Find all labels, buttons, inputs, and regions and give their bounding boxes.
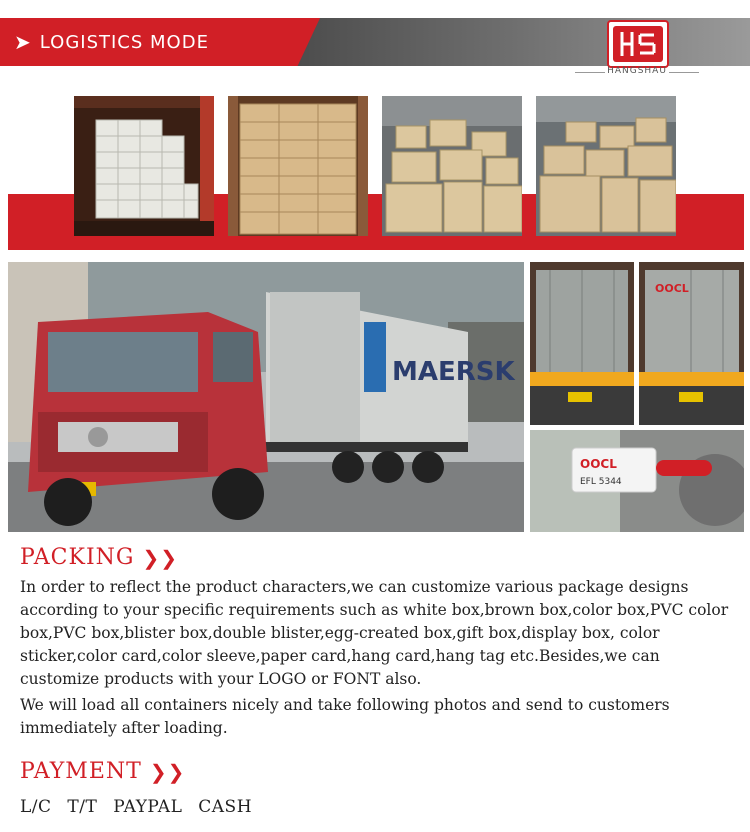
oocl-seal-text: OOCL (580, 457, 617, 471)
banner-title (14, 18, 209, 66)
packing-paragraph-2: We will load all containers nicely and take following photos and send to customers immediately after loading. (20, 696, 670, 737)
container-door-photo-2 (639, 262, 744, 425)
truck-container-photo (8, 262, 524, 532)
payment-heading-text: PAYMENT (20, 759, 142, 784)
payment-heading (20, 759, 185, 784)
chevron-right-icon: ➤ (14, 30, 32, 54)
brand-logo (607, 20, 669, 68)
seal-code-text: EFL 5344 (580, 477, 622, 487)
packing-paragraph-1: In order to reflect the product characters,we can customize various package designs according to your specific requirements such as white box,brown box,color box,PVC color box,PVC box,blister box,double blister,egg-created box,gift box,display box, color sticker,color card,color sleeve,paper card,hang card,hang tag etc.Besides,we can customize products with your LOGO or FONT also. (20, 578, 729, 688)
maersk-text: MAERSK (392, 357, 515, 387)
double-chevron-right-icon: ❯❯ (142, 545, 178, 570)
brand-logo-mark-icon (613, 26, 663, 62)
banner-gray-stripe (280, 18, 750, 66)
packing-heading (20, 545, 178, 570)
container-seal-photo (530, 430, 744, 532)
container-photo-white-boxes (74, 96, 214, 236)
double-chevron-right-icon: ❯❯ (149, 759, 186, 784)
container-door-photo-1 (530, 262, 634, 425)
header-banner (0, 0, 750, 76)
container-photo-cartons (382, 96, 522, 236)
oocl-door-text: OOCL (655, 282, 689, 295)
container-photo-brown-boxes (228, 96, 368, 236)
logo-caption: HANGSHAU (607, 66, 667, 76)
packing-heading-text: PACKING (20, 545, 135, 570)
container-photo-stacked-cartons (536, 96, 676, 236)
banner-title-text: LOGISTICS MODE (39, 31, 209, 53)
payment-methods: L/C T/T PAYPAL CASH (20, 797, 253, 817)
